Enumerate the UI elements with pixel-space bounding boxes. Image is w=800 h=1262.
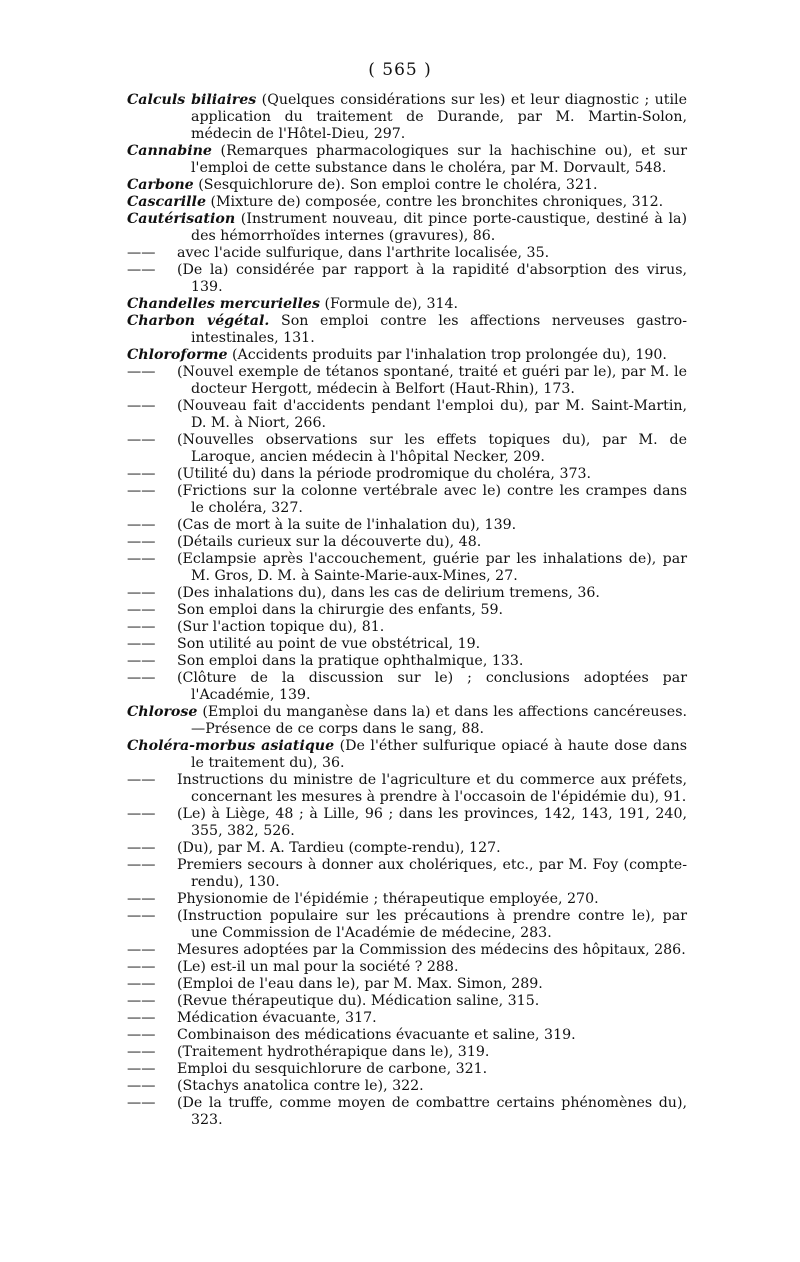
ditto-dash: ——	[127, 636, 156, 652]
index-entry	[127, 704, 687, 738]
index-subentry	[127, 432, 687, 466]
entry-text: (Stachys anatolica contre le), 322.	[177, 1078, 424, 1094]
index-subentry	[127, 551, 687, 585]
ditto-dash: ——	[127, 602, 156, 618]
index-subentry	[127, 619, 687, 636]
entry-text: Son emploi dans la pratique ophthalmique, 133.	[177, 653, 524, 669]
index-subentry	[127, 602, 687, 619]
index-subentry	[127, 1027, 687, 1044]
ditto-dash: ——	[127, 1044, 156, 1060]
ditto-dash: ——	[127, 483, 156, 499]
ditto-dash: ——	[127, 670, 156, 686]
index-subentry	[127, 891, 687, 908]
index-subentry	[127, 1061, 687, 1078]
entry-text: Premiers secours à donner aux cholériques, etc., par M. Foy (compte-rendu), 130.	[177, 857, 687, 890]
entry-text: Mesures adoptées par la Commission des médecins des hôpitaux, 286.	[177, 942, 686, 958]
index-subentry	[127, 653, 687, 670]
entry-text: Physionomie de l'épidémie ; thérapeutique employée, 270.	[177, 891, 599, 907]
index-subentry	[127, 466, 687, 483]
index-subentry	[127, 364, 687, 398]
entry-text: Combinaison des médications évacuante et saline, 319.	[177, 1027, 576, 1043]
entry-heading: Cannabine	[127, 143, 212, 159]
entry-heading: Choléra-morbus asiatique	[127, 738, 335, 754]
entry-text: (Sesquichlorure de). Son emploi contre le choléra, 321.	[193, 177, 598, 193]
entry-text: (Le) est-il un mal pour la société ? 288.	[177, 959, 459, 975]
entry-heading: Chloroforme	[127, 347, 228, 363]
index-entry	[127, 177, 687, 194]
ditto-dash: ——	[127, 262, 156, 278]
ditto-dash: ——	[127, 908, 156, 924]
index-subentry	[127, 398, 687, 432]
entry-heading: Chandelles mercurielles	[127, 296, 320, 312]
index-entry	[127, 347, 687, 364]
ditto-dash: ——	[127, 364, 156, 380]
index-entry	[127, 313, 687, 347]
index-subentry	[127, 670, 687, 704]
ditto-dash: ——	[127, 840, 156, 856]
entry-text: (Des inhalations du), dans les cas de delirium tremens, 36.	[177, 585, 600, 601]
index-subentry	[127, 942, 687, 959]
index-subentry	[127, 806, 687, 840]
index-subentry	[127, 483, 687, 517]
ditto-dash: ——	[127, 551, 156, 567]
entry-text: Instructions du ministre de l'agriculture et du commerce aux préfets, concernant les mesures à prendre à l'occasoin de l'épidémie du), 91.	[177, 772, 687, 805]
entry-text: (Nouvelles observations sur les effets topiques du), par M. de Laroque, ancien médecin à l'hôpital Necker, 209.	[177, 432, 687, 465]
entry-text: (Instruction populaire sur les précautions à prendre contre le), par une Commission de l'Académie de médecine, 283.	[177, 908, 687, 941]
ditto-dash: ——	[127, 772, 156, 788]
entry-text: (Sur l'action topique du), 81.	[177, 619, 385, 635]
ditto-dash: ——	[127, 1027, 156, 1043]
entry-text: (Eclampsie après l'accouchement, guérie par les inhalations de), par M. Gros, D. M. à Sainte-Marie-aux-Mines, 27.	[177, 551, 687, 584]
index-subentry	[127, 840, 687, 857]
index-subentry	[127, 1044, 687, 1061]
entry-text: (Emploi du manganèse dans la) et dans les affections cancéreuses. —Présence de ce corps dans le sang, 88.	[191, 704, 687, 737]
index-subentry	[127, 1078, 687, 1095]
ditto-dash: ——	[127, 585, 156, 601]
ditto-dash: ——	[127, 1010, 156, 1026]
index-subentry	[127, 993, 687, 1010]
index-entry	[127, 92, 687, 143]
index-subentry	[127, 245, 687, 262]
entry-heading: Cautérisation	[127, 211, 236, 227]
entry-text: (Formule de), 314.	[319, 296, 459, 312]
index-subentry	[127, 636, 687, 653]
index-subentry	[127, 585, 687, 602]
ditto-dash: ——	[127, 619, 156, 635]
entry-text: (Remarques pharmacologiques sur la hachischine ou), et sur l'emploi de cette substance dans le choléra, par M. Dorvault, 548.	[191, 143, 687, 176]
entry-text: (Accidents produits par l'inhalation trop prolongée du), 190.	[227, 347, 667, 363]
index-subentry	[127, 772, 687, 806]
entry-text: (Frictions sur la colonne vertébrale avec le) contre les crampes dans le choléra, 327.	[177, 483, 687, 516]
index-subentry	[127, 908, 687, 942]
index-subentry	[127, 1095, 687, 1129]
ditto-dash: ——	[127, 959, 156, 975]
ditto-dash: ——	[127, 891, 156, 907]
ditto-dash: ——	[127, 245, 156, 261]
entry-heading: Charbon végétal.	[127, 313, 270, 329]
index-entry	[127, 211, 687, 245]
ditto-dash: ——	[127, 993, 156, 1009]
entry-text: Son emploi dans la chirurgie des enfants, 59.	[177, 602, 504, 618]
entry-text: (Le) à Liège, 48 ; à Lille, 96 ; dans les provinces, 142, 143, 191, 240, 355, 382, 526.	[177, 806, 687, 839]
ditto-dash: ——	[127, 942, 156, 958]
entry-heading: Carbone	[127, 177, 194, 193]
entry-text: (De la truffe, comme moyen de combattre certains phénomènes du), 323.	[177, 1095, 687, 1128]
entry-text: (Cas de mort à la suite de l'inhalation du), 139.	[177, 517, 517, 533]
index-entries	[127, 92, 687, 1129]
ditto-dash: ——	[127, 517, 156, 533]
entry-text: (De la) considérée par rapport à la rapidité d'absorption des virus, 139.	[177, 262, 687, 295]
ditto-dash: ——	[127, 806, 156, 822]
index-subentry	[127, 976, 687, 993]
ditto-dash: ——	[127, 432, 156, 448]
index-entry	[127, 194, 687, 211]
ditto-dash: ——	[127, 857, 156, 873]
entry-text: Son emploi contre les affections nerveuses gastro-intestinales, 131.	[191, 313, 687, 346]
index-entry	[127, 738, 687, 772]
entry-text: (Nouvel exemple de tétanos spontané, traité et guéri par le), par M. le docteur Hergott, médecin à Belfort (Haut-Rhin), 173.	[177, 364, 687, 397]
ditto-dash: ——	[127, 398, 156, 414]
ditto-dash: ——	[127, 1095, 156, 1111]
page-number: ( 565 )	[368, 60, 432, 80]
entry-text: (Utilité du) dans la période prodromique du choléra, 373.	[177, 466, 592, 482]
index-entry	[127, 296, 687, 313]
ditto-dash: ——	[127, 976, 156, 992]
entry-text: (Instrument nouveau, dit pince porte-caustique, destiné à la) des hémorrhoïdes internes (gravures), 86.	[191, 211, 687, 244]
index-subentry	[127, 534, 687, 551]
entry-text: (Quelques considérations sur les) et leur diagnostic ; utile application du traitement de Durande, par M. Martin-Solon, médecin de l'Hôtel-Dieu, 297.	[191, 92, 687, 142]
entry-text: (Traitement hydrothérapique dans le), 319.	[177, 1044, 490, 1060]
ditto-dash: ——	[127, 534, 156, 550]
entry-text: (Du), par M. A. Tardieu (compte-rendu), 127.	[177, 840, 501, 856]
entry-text: (Clôture de la discussion sur le) ; conclusions adoptées par l'Académie, 139.	[177, 670, 687, 703]
entry-text: avec l'acide sulfurique, dans l'arthrite localisée, 35.	[177, 245, 550, 261]
entry-text: (De l'éther sulfurique opiacé à haute dose dans le traitement du), 36.	[191, 738, 687, 771]
entry-heading: Cascarille	[127, 194, 206, 210]
entry-text: (Revue thérapeutique du). Médication saline, 315.	[177, 993, 540, 1009]
index-subentry	[127, 857, 687, 891]
ditto-dash: ——	[127, 653, 156, 669]
entry-text: (Détails curieux sur la découverte du), 48.	[177, 534, 482, 550]
index-subentry	[127, 262, 687, 296]
ditto-dash: ——	[127, 1061, 156, 1077]
index-subentry	[127, 959, 687, 976]
entry-heading: Calculs biliaires	[127, 92, 257, 108]
index-entry	[127, 143, 687, 177]
entry-text: (Nouveau fait d'accidents pendant l'emploi du), par M. Saint-Martin, D. M. à Niort, 266.	[177, 398, 687, 431]
entry-text: Emploi du sesquichlorure de carbone, 321.	[177, 1061, 488, 1077]
index-subentry	[127, 517, 687, 534]
ditto-dash: ——	[127, 1078, 156, 1094]
entry-heading: Chlorose	[127, 704, 198, 720]
entry-text: (Emploi de l'eau dans le), par M. Max. Simon, 289.	[177, 976, 543, 992]
index-subentry	[127, 1010, 687, 1027]
entry-text: Son utilité au point de vue obstétrical, 19.	[177, 636, 481, 652]
ditto-dash: ——	[127, 466, 156, 482]
entry-text: Médication évacuante, 317.	[177, 1010, 377, 1026]
entry-text: (Mixture de) composée, contre les bronchites chroniques, 312.	[205, 194, 664, 210]
